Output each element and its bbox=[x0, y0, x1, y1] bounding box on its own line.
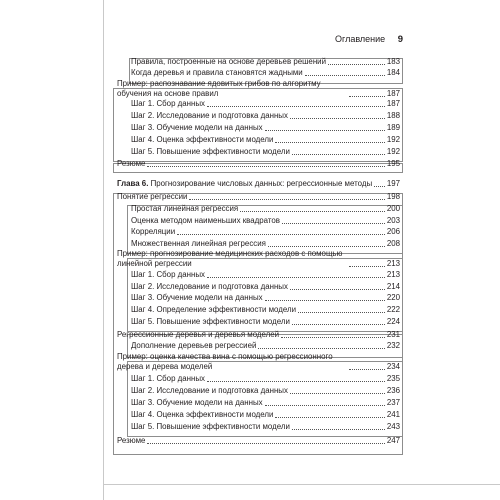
toc-entry[interactable] bbox=[131, 386, 400, 396]
toc-entry[interactable] bbox=[131, 270, 400, 280]
toc-entry-text: Корреляции bbox=[131, 227, 176, 236]
header-title: Оглавление bbox=[335, 34, 386, 44]
toc-page-number: 183 bbox=[386, 57, 400, 66]
toc-entry[interactable] bbox=[131, 147, 400, 157]
toc-entry-text: Резюме bbox=[117, 159, 146, 168]
toc-entry[interactable] bbox=[131, 374, 400, 384]
toc-entry-title bbox=[117, 192, 187, 202]
toc-page-number: 213 bbox=[386, 270, 400, 279]
toc-page-number: 192 bbox=[386, 135, 400, 144]
toc-entry-text: Резюме bbox=[117, 436, 146, 445]
toc-entry-text: Шаг 5. Повышение эффективности модели bbox=[131, 317, 290, 326]
toc-entry-title bbox=[131, 111, 288, 121]
toc-page-number: 234 bbox=[386, 362, 400, 371]
dot-leader bbox=[349, 266, 385, 267]
toc-entry-text: Шаг 3. Обучение модели на данных bbox=[131, 398, 263, 407]
toc-page-number: 231 bbox=[386, 330, 400, 339]
dot-leader bbox=[290, 289, 385, 290]
toc-entry-title bbox=[131, 374, 205, 384]
dot-leader bbox=[240, 211, 385, 212]
toc-entry[interactable] bbox=[131, 341, 400, 351]
dot-leader bbox=[282, 223, 385, 224]
toc-entry[interactable] bbox=[131, 204, 400, 214]
toc-entry-title bbox=[131, 135, 273, 145]
dot-leader bbox=[292, 154, 385, 155]
toc-entry[interactable] bbox=[131, 227, 400, 237]
toc-page-number: 247 bbox=[386, 436, 400, 445]
toc-entry-title bbox=[131, 422, 290, 432]
dot-leader bbox=[147, 166, 384, 167]
toc-page-number: 241 bbox=[386, 410, 400, 419]
toc-page-number: 243 bbox=[386, 422, 400, 431]
toc-entry-title bbox=[117, 436, 145, 446]
dot-leader bbox=[189, 199, 384, 200]
dot-leader bbox=[290, 393, 385, 394]
toc-entry-text: Оценка методом наименьших квадратов bbox=[131, 216, 280, 225]
toc-entry-title bbox=[131, 123, 263, 133]
dot-leader bbox=[275, 142, 384, 143]
toc-entry-text: Правила, построенные на основе деревьев решений bbox=[131, 57, 326, 66]
toc-entry[interactable] bbox=[131, 216, 400, 226]
toc-entry-title bbox=[131, 99, 205, 109]
toc-entry[interactable] bbox=[117, 330, 400, 340]
toc-entry-text: Пример: оценка качества вина с помощью регрессионного дерева и дерева моделей bbox=[117, 352, 333, 371]
toc-entry-text: Понятие регрессии bbox=[117, 192, 188, 201]
toc-entry[interactable] bbox=[131, 99, 400, 109]
dot-leader bbox=[281, 337, 385, 338]
dot-leader bbox=[207, 106, 385, 107]
toc-entry-title bbox=[117, 352, 347, 372]
dot-leader bbox=[147, 443, 384, 444]
toc-page-number: 198 bbox=[386, 192, 400, 201]
toc-page-number: 206 bbox=[386, 227, 400, 236]
toc-entry[interactable] bbox=[131, 293, 400, 303]
dot-leader bbox=[258, 348, 384, 349]
toc-entry-title bbox=[131, 147, 290, 157]
toc-entry[interactable] bbox=[131, 305, 400, 315]
dot-leader bbox=[290, 118, 385, 119]
toc-page-number: 236 bbox=[386, 386, 400, 395]
toc-page-number: 187 bbox=[386, 89, 400, 98]
toc-entry-title bbox=[131, 239, 266, 249]
toc-entry[interactable] bbox=[117, 79, 400, 99]
toc-entry-text: Дополнение деревьев регрессией bbox=[131, 341, 257, 350]
toc-entry-title bbox=[131, 293, 263, 303]
dot-leader bbox=[292, 324, 385, 325]
toc-page-number: 189 bbox=[386, 123, 400, 132]
toc-page-number: 187 bbox=[386, 99, 400, 108]
toc-entry[interactable] bbox=[117, 159, 400, 169]
toc-entry-title bbox=[131, 216, 280, 226]
toc-page-number: 222 bbox=[386, 305, 400, 314]
toc-page-number: 224 bbox=[386, 317, 400, 326]
toc-entry-title bbox=[131, 282, 288, 292]
toc-entry-title bbox=[131, 341, 256, 351]
toc-page-number: 200 bbox=[386, 204, 400, 213]
toc-entry-text: Пример: прогнозирование медицинских расходов с помощью линейной регрессии bbox=[117, 249, 343, 268]
toc-entry-text: Пример: распознавание ядовитых грибов по алгоритму обучения на основе правил bbox=[117, 79, 321, 98]
toc-entry-text: Шаг 1. Сбор данных bbox=[131, 374, 205, 383]
toc-entry-title bbox=[131, 270, 205, 280]
toc-entry-title bbox=[131, 317, 290, 327]
toc-entry-title bbox=[117, 249, 347, 269]
chapter-label: Глава 6. bbox=[117, 179, 149, 188]
dot-leader bbox=[207, 277, 385, 278]
toc-entry[interactable] bbox=[131, 239, 400, 249]
toc-entry[interactable] bbox=[131, 123, 400, 133]
toc-entry[interactable] bbox=[131, 135, 400, 145]
dot-leader bbox=[275, 417, 384, 418]
dot-leader bbox=[349, 96, 385, 97]
dot-leader bbox=[374, 186, 385, 187]
toc-entry[interactable] bbox=[131, 68, 400, 78]
toc-entry-text: Когда деревья и правила становятся жадными bbox=[131, 68, 303, 77]
toc-entry-text: Шаг 1. Сбор данных bbox=[131, 270, 205, 279]
dot-leader bbox=[328, 64, 385, 65]
dot-leader bbox=[177, 234, 385, 235]
toc-entry-text: Шаг 3. Обучение модели на данных bbox=[131, 123, 263, 132]
toc-entry-text: Шаг 2. Исследование и подготовка данных bbox=[131, 111, 288, 120]
dot-leader bbox=[265, 130, 385, 131]
toc-entry-text: Простая линейная регрессия bbox=[131, 204, 239, 213]
toc-entry-text: Множественная линейная регрессия bbox=[131, 239, 266, 248]
toc-entry[interactable] bbox=[131, 422, 400, 432]
toc-entry-text: Шаг 4. Оценка эффективности модели bbox=[131, 410, 274, 419]
toc-entry-title bbox=[131, 398, 263, 408]
dot-leader bbox=[265, 300, 385, 301]
toc-page-number: 188 bbox=[386, 111, 400, 120]
dot-leader bbox=[292, 429, 385, 430]
toc-page-number: 232 bbox=[386, 341, 400, 350]
dot-leader bbox=[349, 369, 385, 370]
toc-entry-text: Шаг 5. Повышение эффективности модели bbox=[131, 147, 290, 156]
toc-entry-title bbox=[131, 68, 303, 78]
dot-leader bbox=[207, 381, 385, 382]
toc-entry[interactable] bbox=[131, 282, 400, 292]
toc-entry-title bbox=[131, 204, 238, 214]
toc-page-number: 235 bbox=[386, 374, 400, 383]
dot-leader bbox=[268, 246, 385, 247]
toc-page-number: 237 bbox=[386, 398, 400, 407]
toc-page-number: 195 bbox=[386, 159, 400, 168]
toc-entry[interactable] bbox=[117, 436, 400, 446]
toc-page-number: 214 bbox=[386, 282, 400, 291]
toc-entry-text: Шаг 1. Сбор данных bbox=[131, 99, 205, 108]
toc-entry[interactable] bbox=[117, 249, 400, 269]
toc-page-number: 220 bbox=[386, 293, 400, 302]
toc-entry[interactable] bbox=[131, 111, 400, 121]
toc-entry-text: Шаг 2. Исследование и подготовка данных bbox=[131, 282, 288, 291]
dot-leader bbox=[265, 405, 385, 406]
toc-page-number: 213 bbox=[386, 259, 400, 268]
toc-chapter-entry[interactable] bbox=[117, 179, 400, 189]
toc-entry[interactable] bbox=[131, 398, 400, 408]
toc-entry[interactable] bbox=[117, 352, 400, 372]
toc-entry-text: Шаг 5. Повышение эффективности модели bbox=[131, 422, 290, 431]
toc-page-number: 192 bbox=[386, 147, 400, 156]
toc-entry-text: Шаг 4. Определение эффективности модели bbox=[131, 305, 296, 314]
toc-entry-text: Шаг 4. Оценка эффективности модели bbox=[131, 135, 274, 144]
toc-entry[interactable] bbox=[131, 317, 400, 327]
toc-page-number: 184 bbox=[386, 68, 400, 77]
toc-entry[interactable] bbox=[117, 192, 400, 202]
toc-entry-title bbox=[117, 79, 347, 99]
toc-entry-title bbox=[131, 227, 175, 237]
dot-leader bbox=[298, 312, 385, 313]
toc-entry-text: Прогнозирование числовых данных: регрессионные методы bbox=[150, 179, 373, 188]
toc-page-number: 203 bbox=[386, 216, 400, 225]
toc-page-number: 208 bbox=[386, 239, 400, 248]
toc-entry-title bbox=[117, 330, 279, 340]
toc-entry[interactable] bbox=[131, 57, 400, 67]
header-page-number: 9 bbox=[397, 34, 403, 45]
toc-entry[interactable] bbox=[131, 410, 400, 420]
toc-entry-title bbox=[131, 410, 273, 420]
toc-entry-title bbox=[131, 57, 326, 67]
toc-page-number: 197 bbox=[386, 179, 400, 188]
toc-entry-title bbox=[131, 305, 296, 315]
toc-entry-title bbox=[131, 386, 288, 396]
toc-entry-text: Шаг 3. Обучение модели на данных bbox=[131, 293, 263, 302]
toc-entry-title bbox=[117, 159, 145, 169]
toc-entry-text: Шаг 2. Исследование и подготовка данных bbox=[131, 386, 288, 395]
toc-entry-title bbox=[117, 179, 372, 189]
toc-entry-text: Регрессионные деревья и деревья моделей bbox=[117, 330, 280, 339]
dot-leader bbox=[305, 75, 385, 76]
